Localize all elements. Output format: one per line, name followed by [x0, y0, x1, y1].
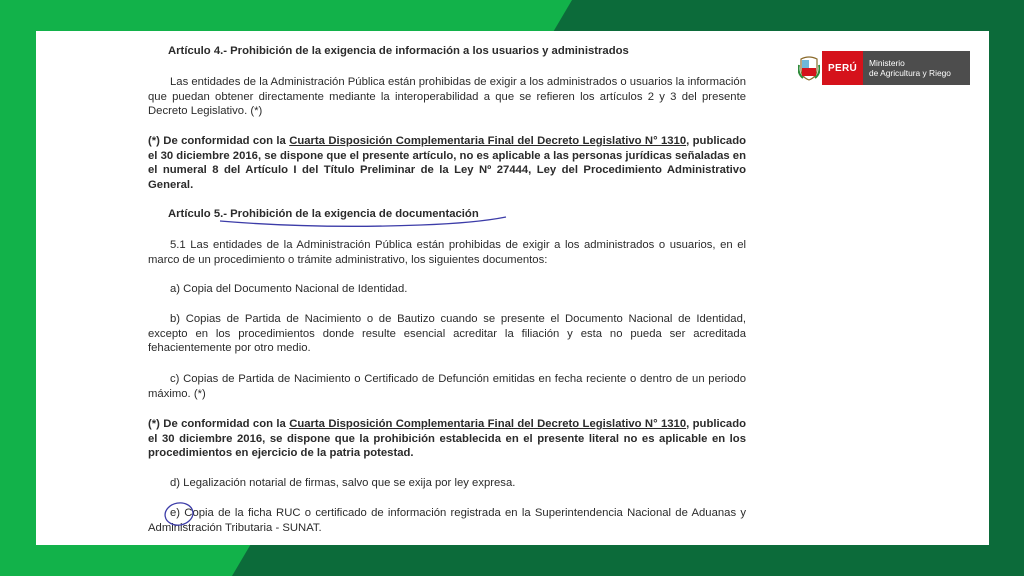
- logo-ministry-line2: de Agricultura y Riego: [868, 68, 951, 78]
- note-1-prefix: (*) De conformidad con la: [148, 135, 290, 147]
- article-5-item-d: d) Legalización notarial de firmas, salvo que se exija por ley expresa.: [170, 477, 516, 489]
- logo-country: PERÚ: [822, 51, 863, 85]
- note-1-reference: Cuarta Disposición Complementaria Final del Decreto Legislativo N° 1310: [289, 135, 687, 147]
- article-5-heading: Artículo 5.- Prohibición de la exigencia de documentación: [168, 208, 479, 220]
- note-2: [148, 417, 746, 461]
- note-2-prefix: (*) De conformidad con la: [148, 418, 290, 430]
- note-2-suffix: , publicado el 30 diciembre 2016, se dispone que la prohibición establecida en el presente literal no es aplicable en los procedimientos en ejercicio de la patria potestad.: [148, 418, 746, 459]
- article-5-item-a: a) Copia del Documento Nacional de Identidad.: [170, 283, 408, 295]
- note-1: [148, 134, 746, 192]
- article-5-item-b: b) Copias de Partida de Nacimiento o de Bautizo cuando se presente el Documento Nacional de Identidad, excepto en los procedimientos donde resulte esencial acreditar la filiación y esta no pueda ser acreditada fehacientemente por otro medio.: [148, 313, 746, 354]
- note-1-suffix: , publicado el 30 diciembre 2016, se dispone que el presente artículo, no es aplicable a las personas jurídicas señaladas en el numeral 8 del Artículo I del Título Preliminar de la Ley Nº 27444, Ley del Procedimiento Administrativo General.: [148, 135, 746, 191]
- document-page: [36, 31, 989, 545]
- article-5-item-5-1: 5.1 Las entidades de la Administración Pública están prohibidas de exigir a los administrados o usuarios, en el marco de un procedimiento o trámite administrativo, los siguientes documentos:: [148, 239, 746, 266]
- coat-of-arms-icon: [796, 51, 822, 85]
- note-2-reference: Cuarta Disposición Complementaria Final del Decreto Legislativo N° 1310: [289, 418, 687, 430]
- article-5-item-c: c) Copias de Partida de Nacimiento o Certificado de Defunción emitidas en fecha reciente o dentro de un periodo máximo. (*): [148, 373, 746, 400]
- logo-ministry-name: [863, 51, 970, 85]
- article-4-heading: Artículo 4.- Prohibición de la exigencia de información a los usuarios y administrados: [168, 45, 629, 57]
- ministry-logo: [796, 51, 970, 85]
- logo-ministry-line1: Ministerio: [868, 58, 905, 68]
- article-5-item-e: e) Copia de la ficha RUC o certificado de información registrada en la Superintendencia Nacional de Aduanas y Administración Tributaria - SUNAT.: [148, 507, 746, 534]
- article-4-body: Las entidades de la Administración Pública están prohibidas de exigir a los administrados o usuarios la información que puedan obtener directamente mediante la interoperabilidad a que se refieren los artículos 2 y 3 del presente Decreto Legislativo. (*): [148, 76, 746, 117]
